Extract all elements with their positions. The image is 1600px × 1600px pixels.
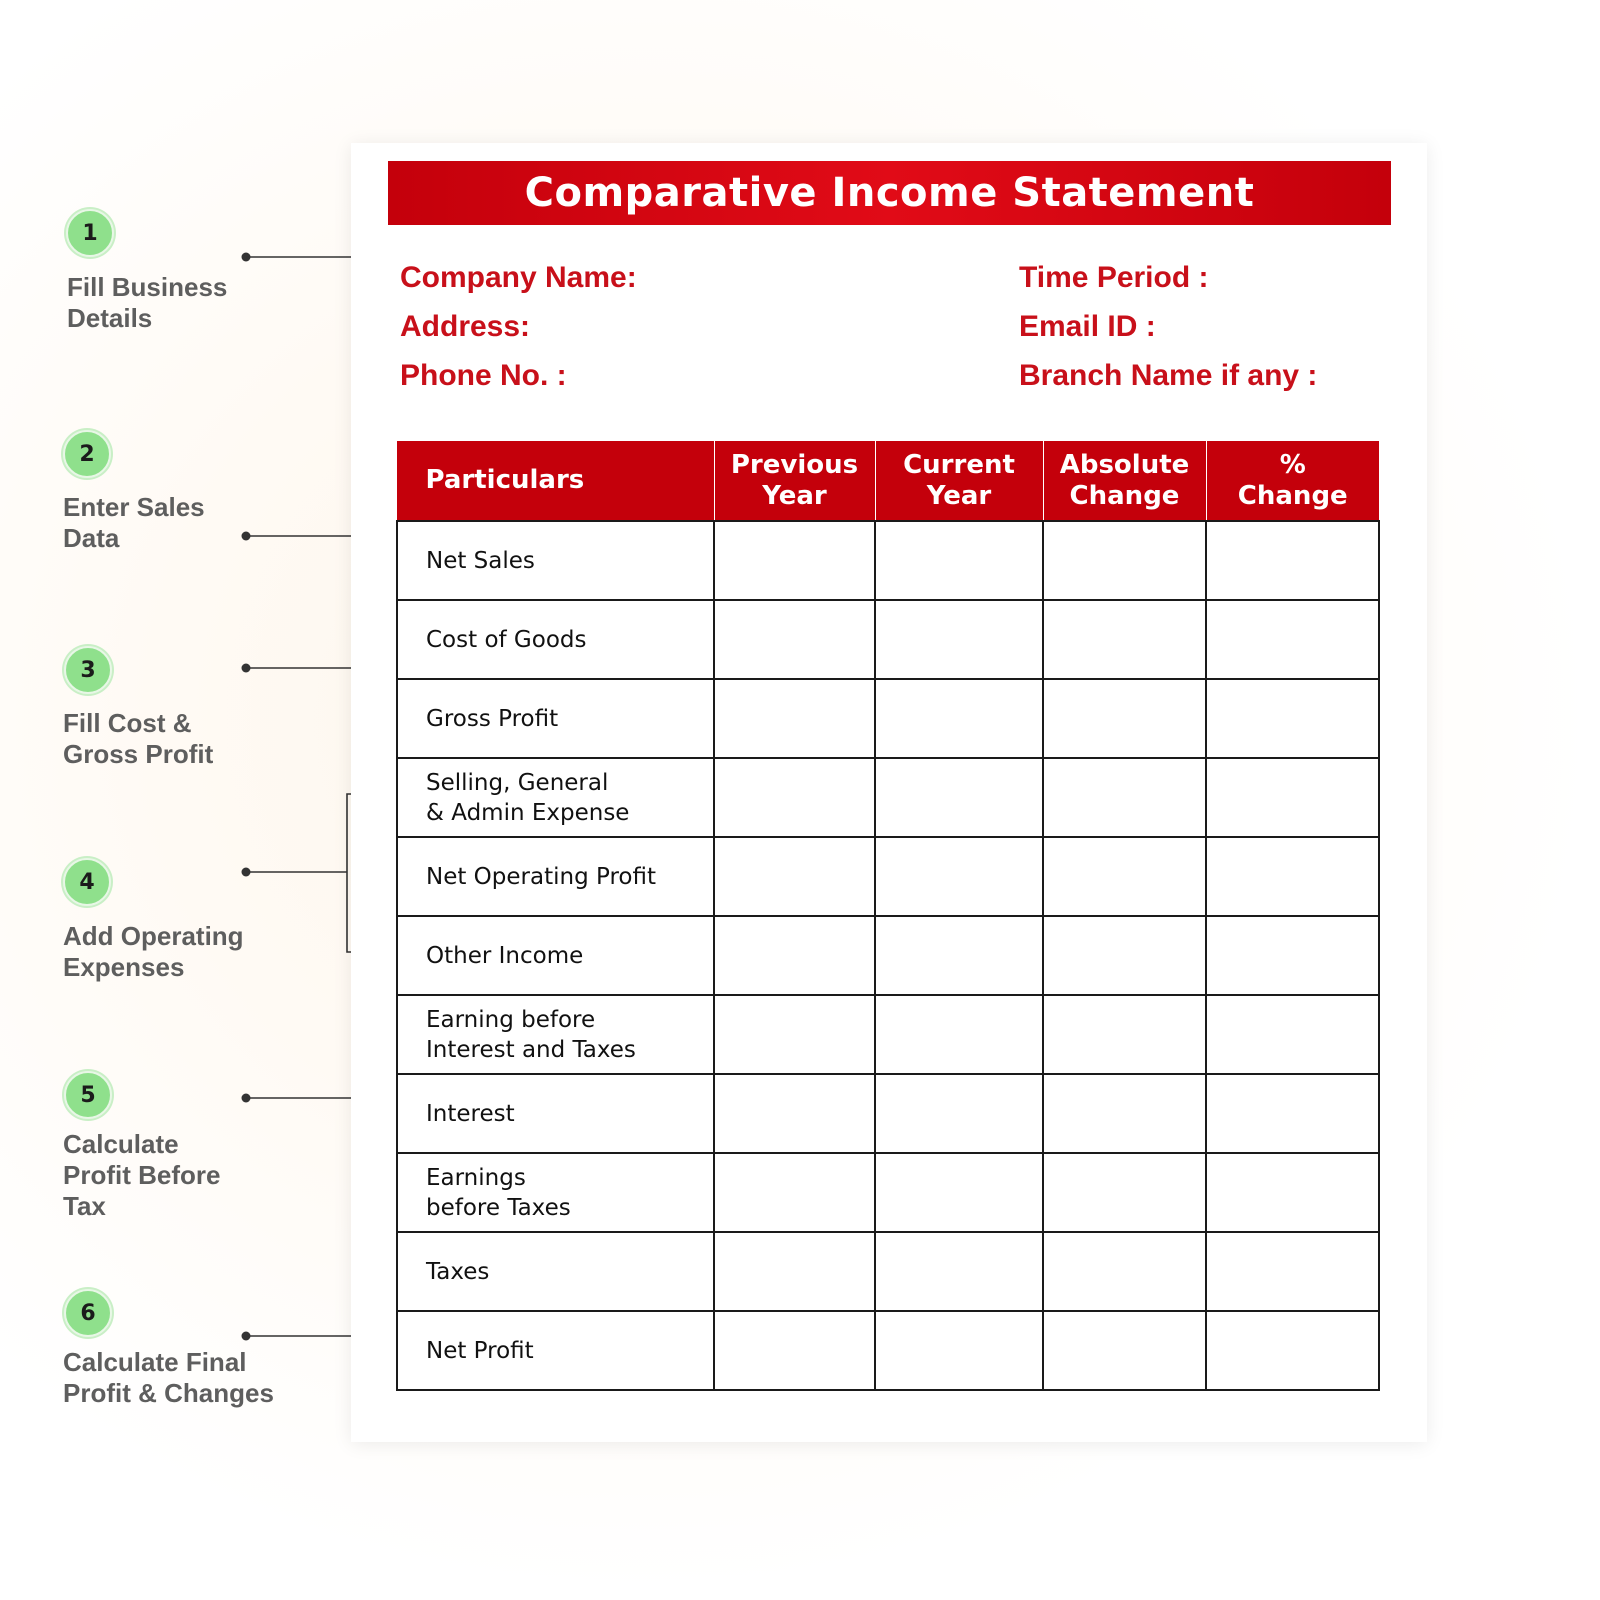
absolute-change-cell[interactable] (1043, 521, 1206, 600)
table-row (397, 916, 1379, 995)
current-year-cell[interactable] (875, 758, 1043, 837)
current-year-cell[interactable] (875, 837, 1043, 916)
percent-change-cell[interactable] (1206, 1311, 1379, 1390)
previous-year-cell[interactable] (714, 916, 875, 995)
table-row (397, 837, 1379, 916)
absolute-change-cell[interactable] (1043, 1153, 1206, 1232)
table-header-row (397, 441, 1379, 521)
company-name-field[interactable]: Company Name: (400, 261, 637, 294)
header-particulars: Particulars (397, 441, 714, 521)
step-label: Calculate Final Profit & Changes (63, 1347, 274, 1408)
percent-change-cell[interactable] (1206, 1074, 1379, 1153)
absolute-change-cell[interactable] (1043, 600, 1206, 679)
percent-change-cell[interactable] (1206, 1232, 1379, 1311)
previous-year-cell[interactable] (714, 679, 875, 758)
document-title: Comparative Income Statement (388, 161, 1391, 225)
absolute-change-cell[interactable] (1043, 679, 1206, 758)
row-label: Net Profit (397, 1311, 714, 1390)
current-year-cell[interactable] (875, 1232, 1043, 1311)
step-label: Fill Business Details (67, 272, 228, 333)
row-label: Net Operating Profit (397, 837, 714, 916)
email-field[interactable]: Email ID : (1019, 310, 1156, 343)
income-statement-table (396, 441, 1380, 1391)
table-row (397, 1074, 1379, 1153)
header-current-year: Current Year (875, 441, 1043, 521)
step-label: Calculate Profit Before Tax (63, 1129, 221, 1221)
time-period-field[interactable]: Time Period : (1019, 261, 1209, 294)
current-year-cell[interactable] (875, 1153, 1043, 1232)
previous-year-cell[interactable] (714, 521, 875, 600)
current-year-cell[interactable] (875, 600, 1043, 679)
step-number-badge: 4 (63, 858, 111, 906)
absolute-change-cell[interactable] (1043, 758, 1206, 837)
step-number-badge: 5 (64, 1071, 112, 1119)
row-label: Taxes (397, 1232, 714, 1311)
step-number-badge: 2 (63, 430, 111, 478)
previous-year-cell[interactable] (714, 1153, 875, 1232)
current-year-cell[interactable] (875, 1074, 1043, 1153)
header-absolute-change: Absolute Change (1043, 441, 1206, 521)
previous-year-cell[interactable] (714, 837, 875, 916)
branch-name-field[interactable]: Branch Name if any : (1019, 359, 1318, 392)
step-label: Add Operating Expenses (63, 921, 244, 982)
absolute-change-cell[interactable] (1043, 1232, 1206, 1311)
step-label: Enter Sales Data (63, 492, 205, 553)
previous-year-cell[interactable] (714, 600, 875, 679)
previous-year-cell[interactable] (714, 1074, 875, 1153)
table-row (397, 679, 1379, 758)
percent-change-cell[interactable] (1206, 758, 1379, 837)
row-label: Gross Profit (397, 679, 714, 758)
absolute-change-cell[interactable] (1043, 837, 1206, 916)
row-label: Net Sales (397, 521, 714, 600)
absolute-change-cell[interactable] (1043, 995, 1206, 1074)
step-number-badge: 6 (64, 1289, 112, 1337)
current-year-cell[interactable] (875, 679, 1043, 758)
current-year-cell[interactable] (875, 1311, 1043, 1390)
table-row (397, 1311, 1379, 1390)
percent-change-cell[interactable] (1206, 916, 1379, 995)
address-field[interactable]: Address: (400, 310, 531, 343)
row-label: Cost of Goods (397, 600, 714, 679)
row-label: Selling, General & Admin Expense (397, 758, 714, 837)
row-label: Earning before Interest and Taxes (397, 995, 714, 1074)
step-label: Fill Cost & Gross Profit (63, 708, 214, 769)
percent-change-cell[interactable] (1206, 995, 1379, 1074)
table-row (397, 995, 1379, 1074)
previous-year-cell[interactable] (714, 758, 875, 837)
step-number-badge: 1 (66, 209, 114, 257)
percent-change-cell[interactable] (1206, 837, 1379, 916)
row-label: Interest (397, 1074, 714, 1153)
percent-change-cell[interactable] (1206, 521, 1379, 600)
table-row (397, 600, 1379, 679)
percent-change-cell[interactable] (1206, 679, 1379, 758)
previous-year-cell[interactable] (714, 1311, 875, 1390)
absolute-change-cell[interactable] (1043, 916, 1206, 995)
percent-change-cell[interactable] (1206, 1153, 1379, 1232)
row-label: Earnings before Taxes (397, 1153, 714, 1232)
step-number-badge: 3 (64, 646, 112, 694)
table-row (397, 1232, 1379, 1311)
row-label: Other Income (397, 916, 714, 995)
table-row (397, 521, 1379, 600)
current-year-cell[interactable] (875, 995, 1043, 1074)
previous-year-cell[interactable] (714, 995, 875, 1074)
header-previous-year: Previous Year (714, 441, 875, 521)
absolute-change-cell[interactable] (1043, 1074, 1206, 1153)
percent-change-cell[interactable] (1206, 600, 1379, 679)
current-year-cell[interactable] (875, 916, 1043, 995)
previous-year-cell[interactable] (714, 1232, 875, 1311)
table-row (397, 758, 1379, 837)
table-row (397, 1153, 1379, 1232)
absolute-change-cell[interactable] (1043, 1311, 1206, 1390)
header-percent-change: % Change (1206, 441, 1379, 521)
phone-field[interactable]: Phone No. : (400, 359, 567, 392)
current-year-cell[interactable] (875, 521, 1043, 600)
income-statement-sheet (351, 143, 1427, 1442)
